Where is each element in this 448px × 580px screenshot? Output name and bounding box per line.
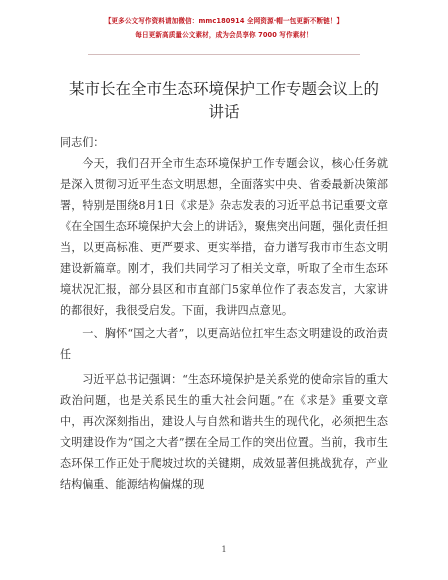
section-heading: 一、胸怀“国之大者”，以更高站位扛牢生态文明建设的政治责任 <box>60 327 388 361</box>
body-paragraph: 习近平总书记强调：“生态环境保护是关系党的使命宗旨的重大政治问题，也是关系民生的重大社会问题。”在《求是》重要文章中，再次深刻指出，建设人与自然和谐共生的现代化，必须把生态文明建设作为“国之大者”摆在全局工作的突出位置。当前，我市生态环保工作正处于爬坡过坎的关键期，成效显著但挑战犹存，产业结构偏重、能源结构偏煤的现 <box>60 373 388 491</box>
document-title <box>40 78 408 124</box>
body-paragraph: 今天，我们召开全市生态环境保护工作专题会议，核心任务就是深入贯彻习近平生态文明思想，全面落实中央、省委最新决策部署，特别是围绕8月1日《求是》杂志发表的习近平总书记重要文章《在全国生态环境保护大会上的讲话》，聚焦突出问题，强化责任担当，以更高标准、更严要求、更实举措，奋力谱写我市市生态文明建设新篇章。刚才，我们共同学习了相关文章，听取了全市生态环境状况汇报，部分县区和市直部门5家单位作了表态发言，大家讲的都很好，我很受启发。下面，我讲四点意见。 <box>60 157 388 317</box>
document-title-line-2: 讲话 <box>208 103 240 121</box>
salutation: 同志们： <box>60 136 105 149</box>
page-number: 1 <box>221 545 227 554</box>
document-title-line-1: 某市长在全市生态环境保护工作专题会议上的 <box>68 80 379 98</box>
promo-banner-line-2: 每日更新高质量公文素材，成为会员享你 7000 写作素材！ <box>135 31 313 39</box>
document-body <box>60 132 388 495</box>
promo-banner <box>88 14 360 55</box>
promo-banner-line-1: 【更多公文写作资料请加微信：mmc180914 全网资源·帽一包更新不断链！】 <box>104 17 344 25</box>
